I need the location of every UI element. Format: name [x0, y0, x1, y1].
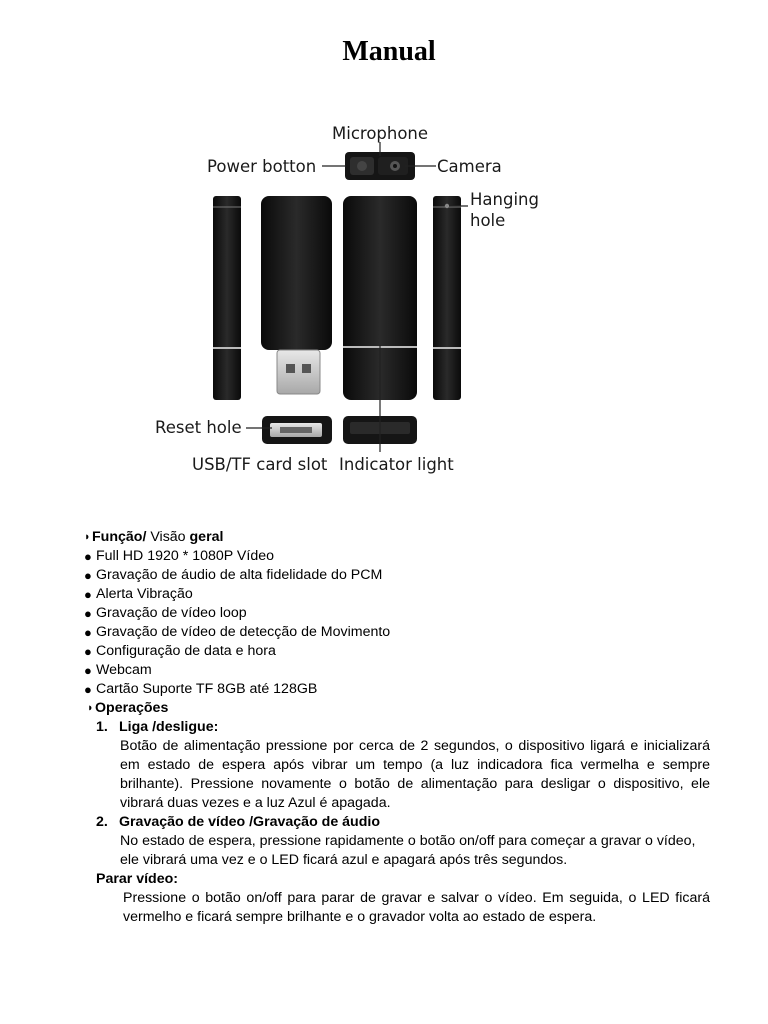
feature-text: Gravação de vídeo loop	[96, 605, 247, 621]
feature-text: Cartão Suporte TF 8GB até 128GB	[96, 681, 318, 697]
device-side-view-left	[213, 196, 241, 400]
list-item	[84, 566, 710, 585]
stop-video-text: Pressione o botão on/off para parar de gravar e salvar o vídeo. Em seguida, o LED ficará vermelho e ficará sempre brilhante e o gravador volta ao estado de espera.	[123, 890, 710, 925]
list-item	[84, 642, 710, 661]
label-microphone: Microphone	[332, 124, 429, 143]
feature-text: Gravação de áudio de alta fidelidade do PCM	[96, 567, 383, 583]
manual-body	[84, 528, 710, 927]
stop-video-heading: Parar vídeo:	[96, 871, 179, 887]
section-operations-heading	[87, 699, 710, 718]
bullet-icon: ●	[84, 587, 92, 602]
label-indicator-light: Indicator light	[339, 455, 454, 474]
operations-heading: Operações	[95, 700, 169, 716]
bullet-icon: ●	[84, 644, 92, 659]
bullet-icon: ●	[84, 663, 92, 678]
label-reset-hole: Reset hole	[155, 418, 242, 437]
device-bottom-view-usb	[262, 416, 332, 444]
operation-2-heading	[96, 813, 710, 832]
feature-text: Webcam	[96, 662, 152, 678]
feature-text: Full HD 1920 * 1080P Vídeo	[96, 548, 274, 564]
label-camera: Camera	[437, 157, 502, 176]
device-side-view-right	[433, 196, 461, 400]
device-front-view	[261, 196, 332, 394]
list-item	[84, 585, 710, 604]
label-hanging-hole-1: Hanging	[470, 190, 539, 209]
overview-heading-part3: geral	[189, 529, 224, 545]
overview-heading-part1: Função/	[92, 529, 147, 545]
bullet-icon: ●	[84, 549, 92, 564]
section-marker-icon: ◗	[84, 531, 91, 543]
operation-title: Liga /desligue:	[119, 719, 219, 735]
bullet-icon: ●	[84, 682, 92, 697]
device-diagram	[0, 0, 768, 500]
bullet-icon: ●	[84, 625, 92, 640]
operation-1-text: Botão de alimentação pressione por cerca de 2 segundos, o dispositivo ligará e inicializará em estado de espera após vibrar um tempo (a luz indicadora fica vermelha e sempre brilhante). Pressione novamente o botão de alimentação para desligar o dispositivo, ele vibrará duas vezes e a luz Azul é apagada.	[120, 738, 710, 811]
bullet-icon: ●	[84, 606, 92, 621]
operation-number: 1.	[96, 719, 108, 735]
section-marker-icon: ◗	[87, 702, 94, 714]
label-usb-tf-slot: USB/TF card slot	[192, 455, 328, 474]
section-overview-heading	[84, 528, 710, 547]
list-item	[84, 680, 710, 699]
label-power-button: Power botton	[207, 157, 317, 176]
page-title: Manual	[342, 36, 436, 67]
list-item	[84, 623, 710, 642]
list-item	[84, 604, 710, 623]
operation-2-text: No estado de espera, pressione rapidamente o botão on/off para começar a gravar o vídeo, ele vibrará uma vez e o LED ficará azul e apagará após três segundos.	[120, 833, 696, 868]
overview-heading-part2: Visão	[146, 529, 190, 545]
operation-1-heading	[96, 718, 710, 737]
feature-text: Gravação de vídeo de detecção de Movimento	[96, 624, 391, 640]
bullet-icon: ●	[84, 568, 92, 583]
operation-number: 2.	[96, 814, 108, 830]
operation-title: Gravação de vídeo /Gravação de áudio	[119, 814, 381, 830]
device-top-view	[345, 142, 415, 180]
feature-text: Alerta Vibração	[96, 586, 193, 602]
feature-text: Configuração de data e hora	[96, 643, 276, 659]
label-hanging-hole-2: hole	[470, 211, 506, 230]
feature-list	[84, 547, 710, 699]
list-item	[84, 547, 710, 566]
list-item	[84, 661, 710, 680]
